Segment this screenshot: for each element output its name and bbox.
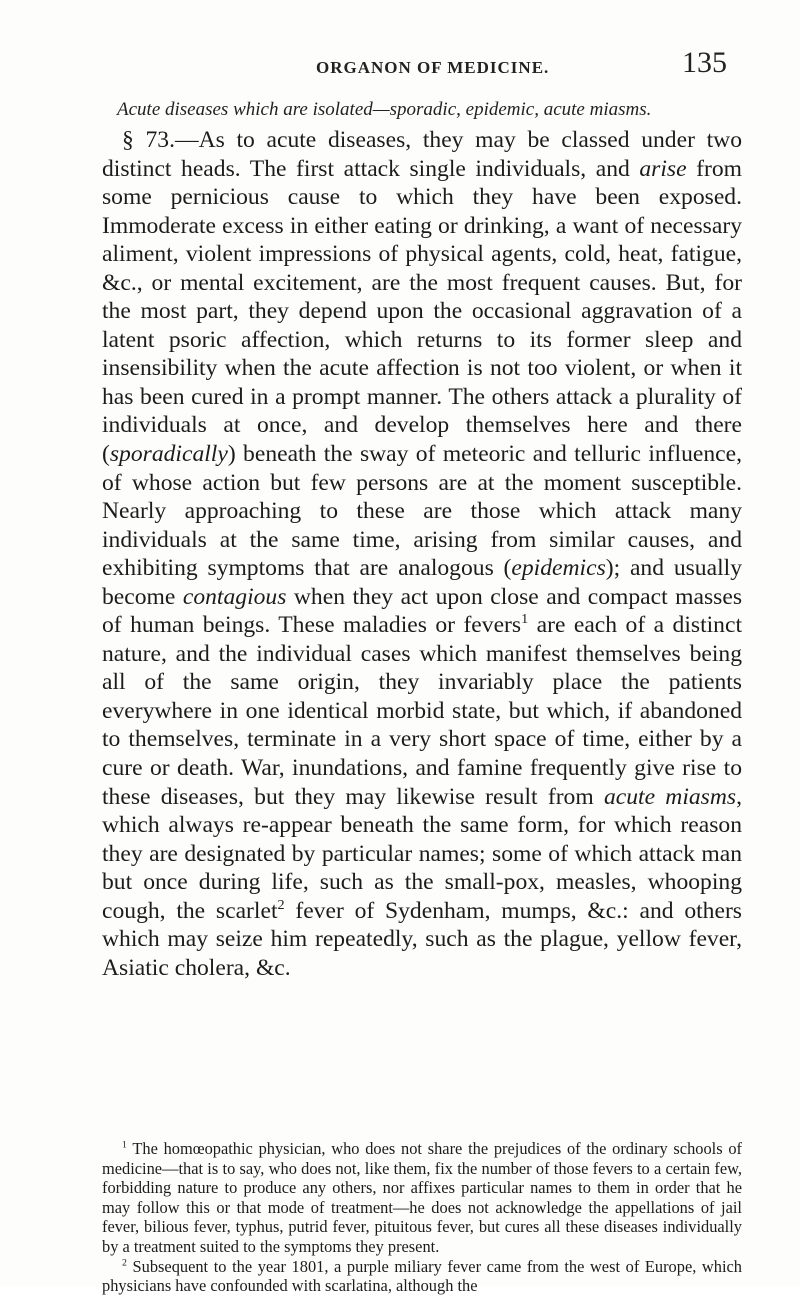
text-run: ) beneath the sway of meteoric and telluric influence, of whose action but few persons are at the moment susceptible. Nearly approaching to these are those which attack many individuals at the same time, arising from similar causes, and exhibiting symptoms that are analogous ( — [102, 441, 742, 582]
footnote-text: The homœopathic physician, who does not share the prejudices of the ordinary schools of medicine—that is to say, who does not, like them, fix the number of those fevers to a certain few, forbidding nature to produce any others, nor affixes particular names to them in order that he may follow this or that mode of treatment—he does not acknowledge the appellations of jail fever, bilious fever, typhus, putrid fever, pituitous fever, but cures all these diseases individually by a treatment suited to the symptoms they present. — [102, 1139, 742, 1256]
footnote-1 — [102, 1139, 742, 1257]
italic-run: contagious — [182, 583, 287, 610]
footnote-ref-2: 2 — [277, 896, 285, 913]
italic-run: epidemics — [511, 555, 606, 582]
page-number: 135 — [682, 46, 727, 79]
footnotes — [102, 1139, 742, 1296]
text-run: from some pernicious cause to which they have been exposed. Immoderate excess in either eating or drinking, a want of necessary aliment, violent impressions of physical agents, cold, heat, fatigue, &c., or mental excitement, are the most frequent causes. But, for the most part, they depend upon the occasional aggravation of a latent psoric affection, which returns to its former sleep and insensibility when the acute affection is not too violent, or when it has been cured in a prompt manner. The others attack a plurality of individuals at once, and develop themselves here and there ( — [102, 155, 742, 468]
footnote-text: Subsequent to the year 1801, a purple miliary fever came from the west of Europe, which physicians have confounded with scarlatina, although the — [102, 1256, 742, 1296]
footnote-ref-1: 1 — [521, 611, 529, 628]
main-paragraph — [102, 126, 742, 982]
section-heading: Acute diseases which are isolated—sporadic, epidemic, acute miasms. — [117, 99, 652, 120]
paragraph-73 — [102, 126, 742, 982]
text-run: are each of a distinct nature, and the individual cases which manifest themselves being all of the same origin, they invariably place the patients everywhere in one identical morbid state, but which, if abandoned to themselves, terminate in a very short space of time, either by a cure or death. War, inundations, and famine frequently give rise to these diseases, but they may likewise result from — [102, 612, 742, 810]
running-title: ORGANON OF MEDICINE. — [316, 58, 550, 77]
text-run: § 73.—As to acute diseases, they may be classed under two distinct heads. The first attack single individuals, and — [102, 127, 742, 182]
text-run: when they act upon close and compact masses of human beings. These maladies or fevers — [102, 583, 743, 639]
footnote-2 — [102, 1257, 742, 1296]
footnote-marker: 1 — [122, 1139, 127, 1151]
text-run: ); and usually become — [102, 555, 742, 610]
italic-run: acute miasms — [603, 783, 737, 810]
italic-run: arise — [639, 155, 687, 182]
text-run: , which always re-appear beneath the same form, for which reason they are designated by particular names; some of which attack man but once during life, such as the small-pox, measles, whooping cough, the scarlet — [102, 783, 742, 924]
text-run: fever of Sydenham, mumps, &c.: and others which may seize him repeatedly, such as the plague, yellow fever, Asiatic cholera, &c. — [102, 897, 742, 981]
footnote-marker: 2 — [122, 1257, 127, 1269]
italic-run: sporadically — [109, 441, 228, 468]
